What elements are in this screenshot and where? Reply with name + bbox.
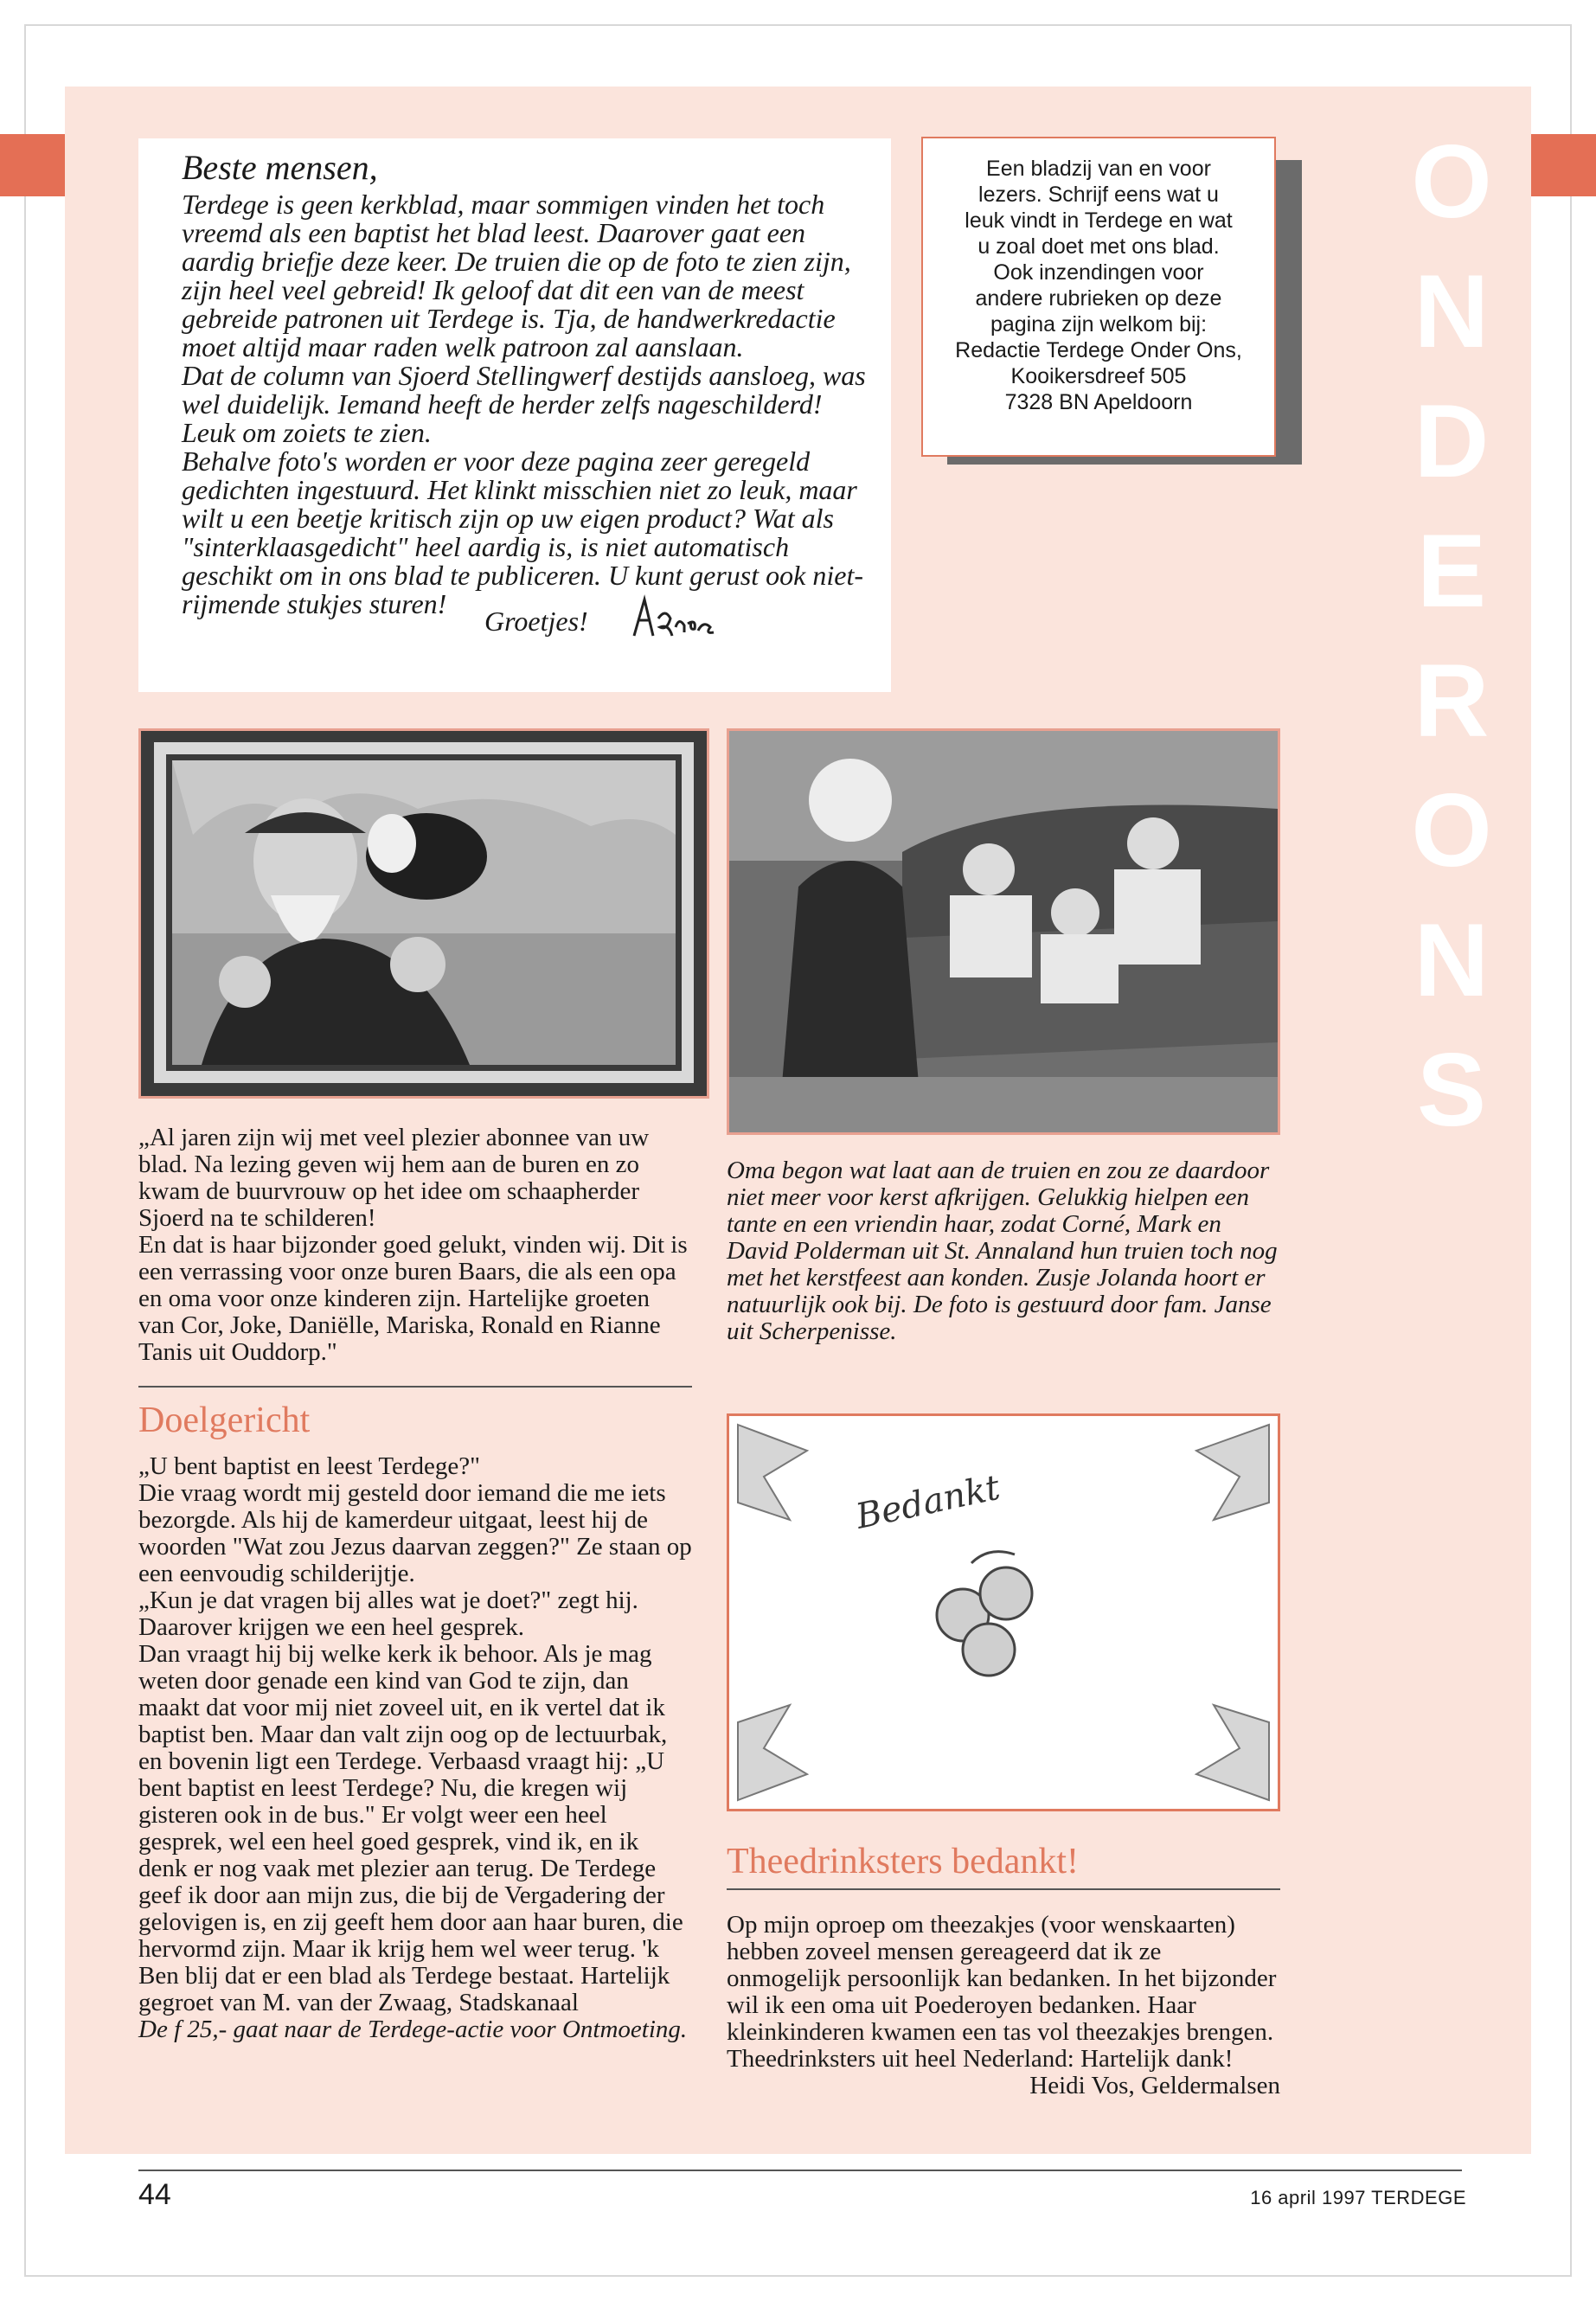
section-title-letter: N [1413, 253, 1493, 369]
section-title-letter: N [1413, 902, 1493, 1018]
footer-divider [138, 2170, 1462, 2171]
photo-caption [727, 1157, 1280, 1345]
caption-text: Oma begon wat laat aan de truien en zou ze daardoor niet meer voor kerst afkrijgen. Gelukkig hielpen een tante en een vriendin haar, zodat Corné, Mark en David Polderman uit St. Annaland hun truien toch nog met het kerstfeest aan konden. Zusje Jolanda hoort er natuurlijk ook bij. De foto is gestuurd door fam. Janse uit Scherpenisse. [727, 1157, 1278, 1345]
signature-image [627, 593, 722, 644]
section-tab-right [1524, 134, 1596, 196]
section-title-letter: O [1411, 124, 1496, 240]
address-line: Ook inzendingen voor [993, 260, 1204, 285]
editor-letter [138, 138, 891, 692]
doelgericht-heading: Doelgericht [138, 1400, 311, 1440]
painting-story [138, 1125, 692, 1366]
address-line: Een bladzij van en voor [986, 157, 1211, 181]
article-paragraph: Op mijn oproep om theezakjes (voor wenskaarten) hebben zoveel mensen gereageerd dat ik ze onmogelijk persoonlijk kan bedanken. In het bijzonder wil ik een oma uit Poederoyen bedanken. Haar kleinkinderen kwamen een tas vol theezakjes brengen. Theedrinksters uit heel Nederland: Hartelijk dank! [727, 1911, 1277, 2073]
theedrinksters-article [727, 1912, 1280, 2099]
section-divider [727, 1888, 1280, 1890]
section-title-vertical [1384, 124, 1522, 1148]
address-line: lezers. Schrijf eens wat u [978, 183, 1219, 207]
page-number: 44 [138, 2178, 171, 2211]
theedrinksters-heading: Theedrinksters bedankt! [727, 1842, 1080, 1881]
address-line: pagina zijn welkom bij: [990, 312, 1208, 336]
card-script-text: Bedankt [852, 1467, 1003, 1537]
article-note: De f 25,- gaat naar de Terdege-actie voor Ontmoeting. [138, 2016, 688, 2043]
section-title-letter: S [1416, 1032, 1490, 1148]
letter-paragraph: Dat de column van Sjoerd Stellingwerf destijds aansloeg, was wel duidelijk. Iemand heeft de herder zelfs nageschilderd! [182, 360, 866, 420]
address-line: Redactie Terdege Onder Ons, [955, 338, 1242, 362]
address-line: u zoal doet met ons blad. [977, 234, 1220, 259]
article-paragraph: Dan vraagt hij bij welke kerk ik behoor. Als je mag weten door genade een kind van God te zijn, dan maakt dat voor mij niet zoveel uit, en ik vertel dat ik baptist ben. Maar dan valt zijn oog op de lectuurbak, en bovenin ligt een Terdege. Verbaasd vraagt hij: „U bent baptist en leest Terdege? Nu, die kregen wij gisteren ook in de bus." Er volgt weer een heel gesprek, wel een heel goed gesprek, vind ik, en ik denk er nog vaak met plezier aan terug. De Terdege geef ik door aan mijn zus, die bij de Vergadering der gelovigen is, en zij geeft hem door aan haar buren, die hervormd zijn. Maar ik krijg hem wel weer terug. 'k Ben blij dat er een blad als Terdege bestaat. Hartelijk gegroet van M. van der Zwaag, Stadskanaal [138, 1640, 683, 2016]
issue-line: 16 april 1997 TERDEGE [1250, 2187, 1466, 2208]
address-line: andere rubrieken op deze [975, 286, 1222, 311]
section-title-letter: D [1413, 383, 1493, 499]
thank-you-card-image [727, 1413, 1280, 1811]
section-tab-left [0, 134, 74, 196]
article-paragraph: Die vraag wordt mij gesteld door iemand die me iets bezorgde. Als hij de kamerdeur uitgaat, leest hij de woorden "Wat zou Jezus daarvan zeggen?" Ze staan op een eenvoudig schilderijtje. [138, 1479, 692, 1587]
article-paragraph: „Kun je dat vragen bij alles wat je doet?" zegt hij. Daarover krijgen we een heel gesprek. [138, 1586, 638, 1641]
children-sweaters-photo [727, 728, 1280, 1135]
story-paragraph: „Al jaren zijn wij met veel plezier abonnee van uw blad. Na lezing geven wij hem aan de buren en zo kwam de buurvrouw op het idee om schaapherder Sjoerd na te schilderen! [138, 1124, 650, 1232]
letter-paragraph: Behalve foto's worden er voor deze pagina zeer geregeld gedichten ingestuurd. Het klinkt misschien niet zo leuk, maar wilt u een beetje kritisch zijn op uw eigen product? Wat als "sinterklaasgedicht" heel aardig is, is niet automatisch geschikt om in ons blad te publiceren. U kunt gerust ook niet-rijmende stukjes sturen! [182, 445, 863, 619]
painting-photo [138, 728, 709, 1099]
letter-salutation: Beste mensen, [182, 148, 378, 187]
address-line: Kooikersdreef 505 [1010, 364, 1187, 388]
section-title-letter: E [1416, 513, 1490, 629]
address-line: 7328 BN Apeldoorn [1004, 390, 1193, 414]
address-line: leuk vindt in Terdege en wat [965, 208, 1233, 233]
letter-body [182, 149, 874, 619]
letter-closing: Groetjes! [484, 606, 588, 637]
story-paragraph: En dat is haar bijzonder goed gelukt, vinden wij. Dit is een verrassing voor onze buren Baars, die als een opa en oma voor onze kinderen zijn. Hartelijke groeten van Cor, Joke, Daniëlle, Mariska, Ronald en Rianne Tanis uit Ouddorp." [138, 1231, 688, 1366]
section-divider [138, 1386, 692, 1388]
section-title-letter: R [1413, 643, 1493, 759]
letter-paragraph: Terdege is geen kerkblad, maar sommigen vinden het toch vreemd als een baptist het blad leest. Daarover gaat een aardig briefje deze keer. De truien die op de foto te zien zijn, zijn heel veel gebreid! Ik geloof dat dit een van de meest gebreide patronen uit Terdege is. Tja, de handwerkredactie moet altijd maar raden welk patroon zal aanslaan. [182, 189, 851, 362]
letter-paragraph: Leuk om zoiets te zien. [182, 417, 432, 448]
doelgericht-article [138, 1453, 692, 2043]
section-title-letter: O [1411, 772, 1496, 888]
article-paragraph: „U bent baptist en leest Terdege?" [138, 1452, 480, 1480]
article-signoff: Heidi Vos, Geldermalsen [1029, 2072, 1280, 2099]
submission-address-box [921, 137, 1276, 457]
